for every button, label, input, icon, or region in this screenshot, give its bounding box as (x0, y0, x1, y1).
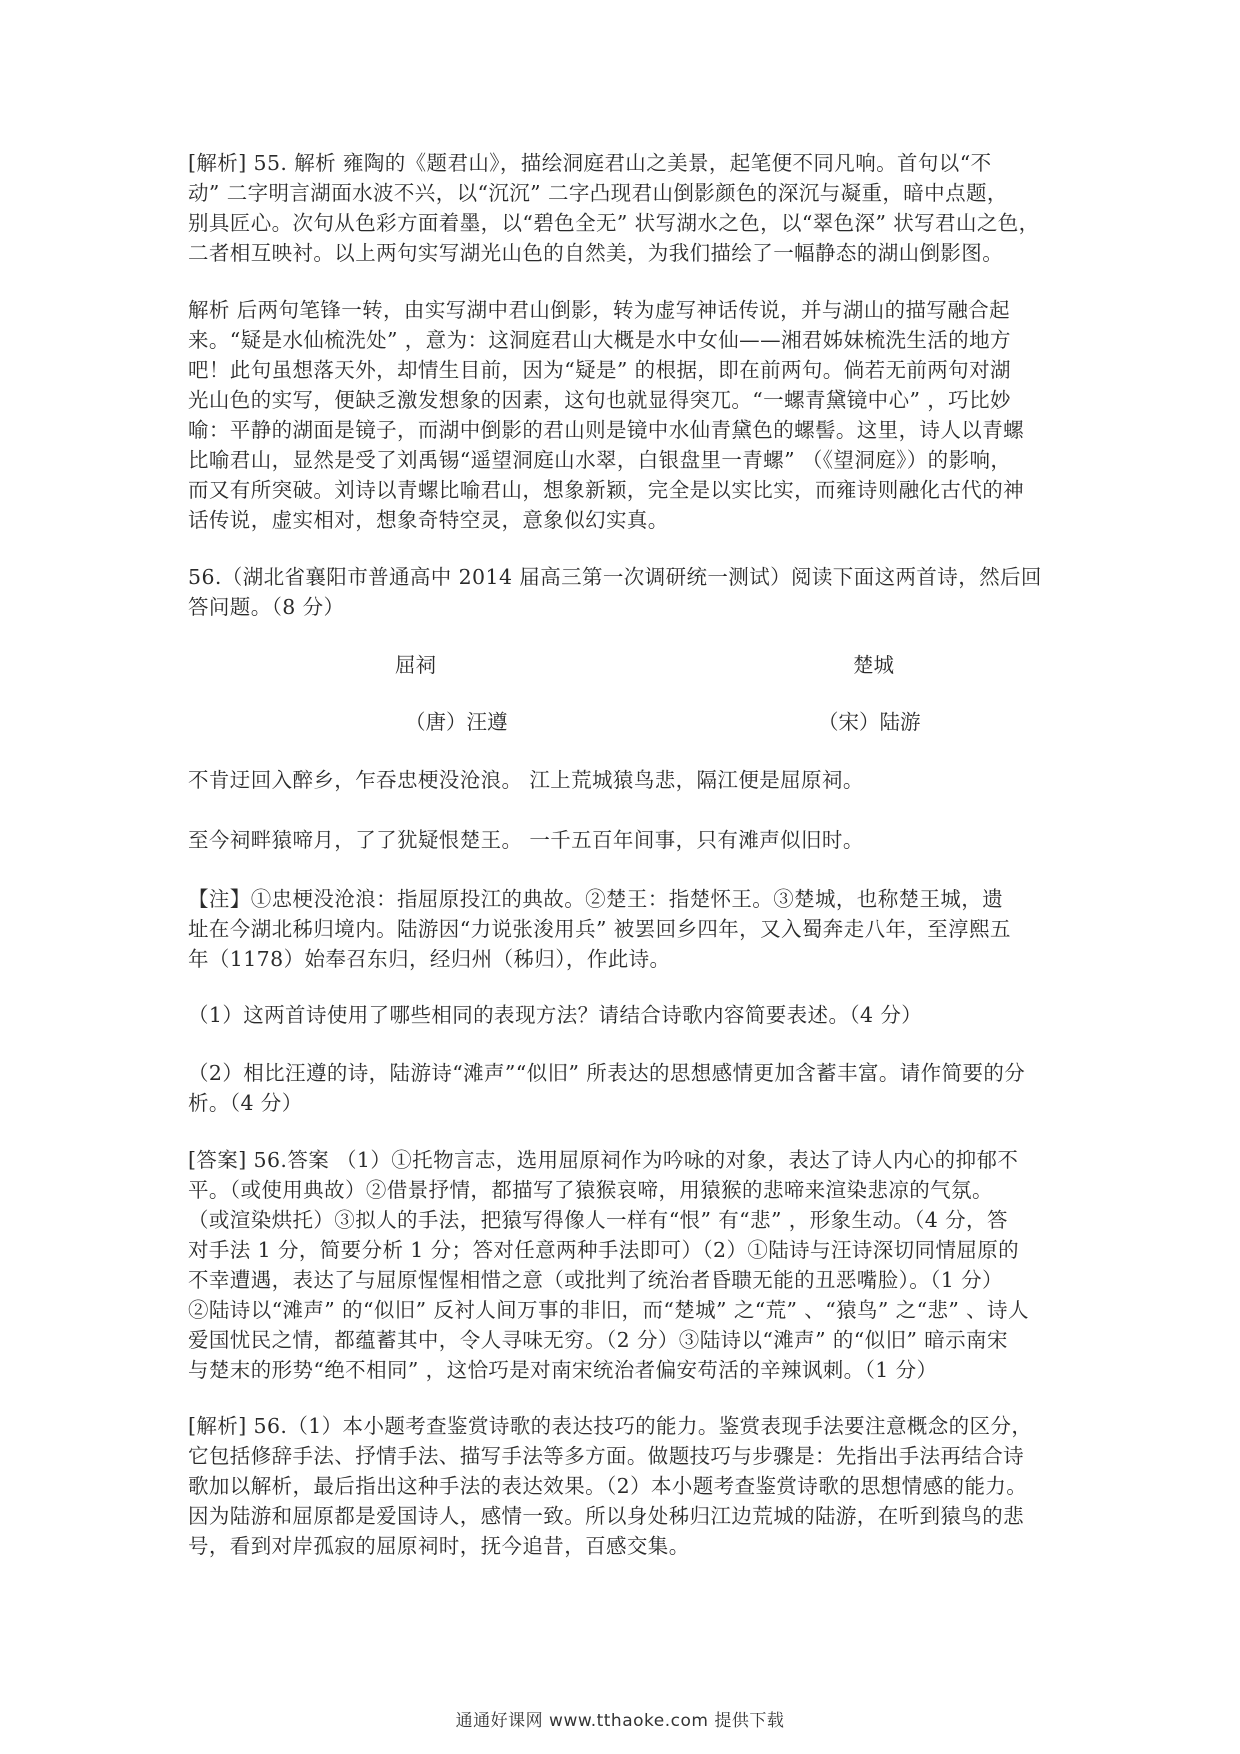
answer-56-paragraph: [答案] 56.答案 （1）①托物言志，选用屈原祠作为吟咏的对象，表达了诗人内心的抑郁不 平。（或使用典故）②借景抒情，都描写了猿猴哀啼，用猿猴的悲啼来渲染悲凉的气氛。 （或渲染烘托）③拟人的手法，把猿写得像人一样有“恨” 有“悲” ，形象生动。（4 分，答 对手法 1 分，简要分析 1 分；答对任意两种手法即可）（2）①陆诗与汪诗深切同情屈原的 不幸遭遇，表达了与屈原惺惺相惜之意（或批判了统治者昏聩无能的丑恶嘴脸）。（1 分） ②陆诗以“滩声” 的“似旧” 反衬人间万事的非旧，而“楚城” 之“荒” 、“猿鸟” 之“悲” 、诗人 爱国忧民之情，都蕴蓄其中，令人寻味无穷。（2 分）③陆诗以“滩声” 的“似旧” 暗示南宋 与楚末的形势“绝不相同” ，这恰巧是对南宋统治者偏安苟活的辛辣讽刺。（1 分） (188, 1148, 1029, 1382)
note-paragraph: 【注】①忠梗没沧浪：指屈原投江的典故。②楚王：指楚怀王。③楚城，也称楚王城，遗 址在今湖北秭归境内。陆游因“力说张浚用兵” 被罢回乡四年，又入蜀奔走八年，至淳熙五 年（1178）始奉召东归，经归州（秭归），作此诗。 (188, 887, 1011, 971)
poem1-author: （唐）汪遵 (405, 710, 508, 734)
poem2-author: （宋）陆游 (818, 710, 921, 734)
verse-line-2: 至今祠畔猿啼月，了了犹疑恨楚王。 一千五百年间事，只有滩声似旧时。 (188, 828, 864, 852)
poem1-title: 屈祠 (395, 653, 436, 677)
analysis-55-paragraph-1: [解析] 55. 解析 雍陶的《题君山》，描绘洞庭君山之美景，起笔便不同凡响。首句以“不 动” 二字明言湖面水波不兴，以“沉沉” 二字凸现君山倒影颜色的深沉与凝重，暗中点题， 别具匠心。次句从色彩方面着墨，以“碧色全无” 状写湖水之色，以“翠色深” 状写君山之色， 二者相互映衬。以上两句实写湖光山色的自然美，为我们描绘了一幅静态的湖山倒影图。 (188, 151, 1040, 265)
analysis-56-paragraph: [解析] 56.（1）本小题考查鉴赏诗歌的表达技巧的能力。鉴赏表现手法要注意概念的区分， 它包括修辞手法、抒情手法、描写手法等多方面。做题技巧与步骤是：先指出手法再结合诗 歌加以解析，最后指出这种手法的表达效果。（2）本小题考查鉴赏诗歌的思想情感的能力。 因为陆游和屈原都是爱国诗人，感情一致。所以身处秭归江边荒城的陆游，在听到猿鸟的悲 号，看到对岸孤寂的屈原祠时，抚今追昔，百感交集。 (188, 1414, 1033, 1558)
poem2-title: 楚城 (853, 653, 894, 677)
verse-line-1: 不肯迂回入醉乡，乍吞忠梗没沧浪。 江上荒城猿鸟悲，隔江便是屈原祠。 (188, 768, 864, 792)
page-footer: 通通好课网 www.tthaoke.com 提供下载 (455, 1711, 785, 1731)
analysis-55-paragraph-2: 解析 后两句笔锋一转，由实写湖中君山倒影，转为虚写神话传说，并与湖山的描写融合起 来。“疑是水仙梳洗处” ，意为：这洞庭君山大概是水中女仙——湘君姊妹梳洗生活的地方 吧！此句虽想落天外，却情生目前，因为“疑是” 的根据，即在前两句。倘若无前两句对湖 光山色的实写，便缺乏激发想象的因素，这句也就显得突兀。“一螺青黛镜中心” ，巧比妙 喻：平静的湖面是镜子，而湖中倒影的君山则是镜中水仙青黛色的螺髻。这里，诗人以青螺 比喻君山，显然是受了刘禹锡“遥望洞庭山水翠，白银盘里一青螺” （《望洞庭》）的影响， 而又有所突破。刘诗以青螺比喻君山，想象新颖，完全是以实比实，而雍诗则融化古代的神 话传说，虚实相对，想象奇特空灵，意象似幻实真。 (188, 298, 1024, 532)
sub-question-2: （2）相比汪遵的诗，陆游诗“滩声”“似旧” 所表达的思想感情更加含蓄丰富。请作简要的分 析。（4 分） (188, 1061, 1026, 1115)
sub-question-1: （1）这两首诗使用了哪些相同的表现方法？请结合诗歌内容简要表述。（4 分） (188, 1003, 923, 1027)
question-56: 56.（湖北省襄阳市普通高中 2014 届高三第一次调研统一测试）阅读下面这两首诗，然后回 答问题。（8 分） (188, 565, 1042, 619)
